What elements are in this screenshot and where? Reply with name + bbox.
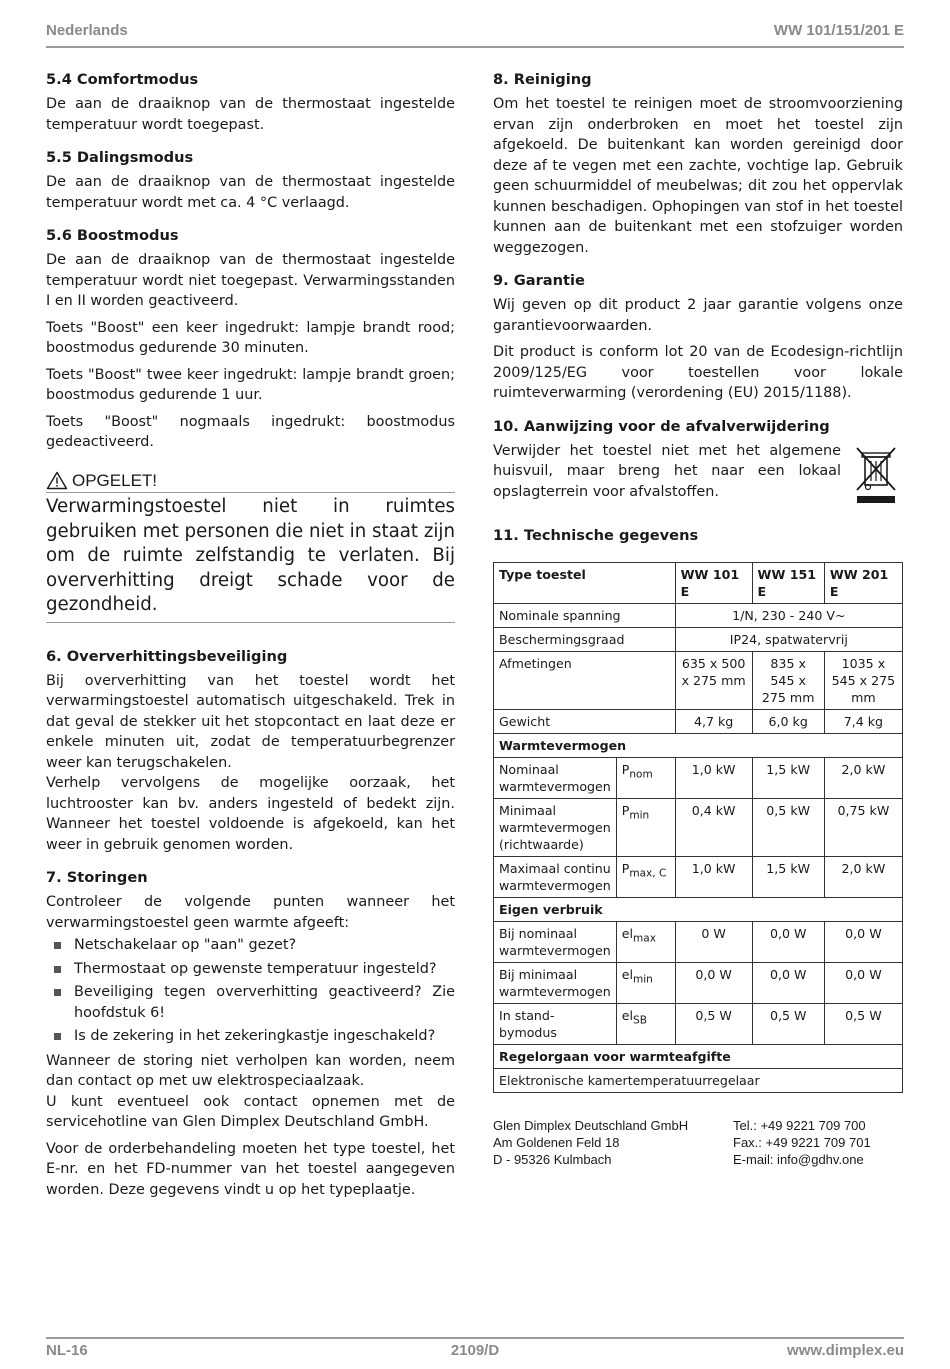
- table-header-cell: WW 151 E: [752, 563, 824, 604]
- table-cell: IP24, spatwatervrij: [675, 628, 902, 652]
- table-row: [494, 898, 903, 922]
- table-cell: Minimaal warmtevermogen (richtwaarde): [494, 799, 617, 857]
- table-row: [494, 1069, 903, 1093]
- company-address: [493, 1117, 903, 1168]
- table-row: [494, 628, 903, 652]
- section-5-5: [46, 148, 455, 213]
- paragraph: Om het toestel te reinigen moet de stroomvoorziening ervan zijn onderbroken en moet het toestel zijn afgekoeld. De buitenkant kan worden gereinigd door deze af te vegen met een zachte, vochtige lap. Gebruik geen schuurmiddel of meubelwas; dit zou het oppervlak kunnen beschadigen. Ophopingen van stof in het toestel kunnen aan de buitenkant met een stofzuiger worden weggezogen.: [493, 96, 903, 256]
- table-symbol-cell: $el_{min}$: [616, 963, 675, 1004]
- paragraph: Wij geven op dit product 2 jaar garantie volgens onze garantievoorwaarden.: [493, 297, 903, 334]
- table-row: [494, 604, 903, 628]
- table-row: [494, 799, 903, 857]
- table-cell: 0,4 kW: [675, 799, 752, 857]
- section-8: [493, 70, 903, 258]
- crossed-out-bin-icon: [853, 445, 903, 514]
- table-cell: 0,0 W: [752, 922, 824, 963]
- table-cell: 2,0 kW: [824, 857, 902, 898]
- paragraph: Verwijder het toestel niet met het algemene huisvuil, maar breng het naar een lokaal opslagterrein voor afvalstoffen.: [493, 442, 841, 500]
- table-symbol-cell: $P_{max, C}$: [616, 857, 675, 898]
- paragraph: Voor de orderbehandeling moeten het type toestel, het E-nr. en het FD-nummer van het toestel aangegeven worden. Deze gegevens vindt u op het typeplaatje.: [46, 1140, 455, 1198]
- footer-divider: [46, 1337, 904, 1339]
- table-cell: 6,0 kg: [752, 710, 824, 734]
- table-cell: Nominaal warmtevermogen: [494, 758, 617, 799]
- table-row: [494, 563, 903, 604]
- section-5-4: [46, 70, 455, 135]
- paragraph: De aan de draaiknop van de thermostaat ingestelde temperatuur wordt niet toegepast. Verwarmingsstanden I en II worden geactiveerd.: [46, 252, 455, 309]
- table-cell: 1/N, 230 - 240 V~: [675, 604, 902, 628]
- paragraph: De aan de draaiknop van de thermostaat ingestelde temperatuur wordt toegepast.: [46, 96, 455, 133]
- section-title: 5.6 Boostmodus: [46, 227, 179, 244]
- page-header: [46, 22, 904, 44]
- table-row: [494, 857, 903, 898]
- table-cell: 835 x 545 x 275 mm: [752, 652, 824, 710]
- table-cell: 0,5 kW: [752, 799, 824, 857]
- header-divider: [46, 46, 904, 48]
- table-cell: 0,0 W: [675, 963, 752, 1004]
- table-cell: 1035 x 545 x 275 mm: [824, 652, 902, 710]
- header-language: Nederlands: [46, 22, 128, 39]
- paragraph: Verhelp vervolgens de mogelijke oorzaak, het luchtrooster kan bv. anders ingesteld of bedekt zijn. Wanneer het toestel voldoende is afgekoeld, kan het weer in gebruik genomen worden.: [46, 775, 455, 853]
- section-11: [493, 526, 903, 546]
- table-cell: 635 x 500 x 275 mm: [675, 652, 752, 710]
- table-cell: Type toestel: [494, 563, 676, 604]
- paragraph: Toets "Boost" nogmaals ingedrukt: boostmodus gedeactiveerd.: [46, 413, 455, 450]
- table-row: [494, 922, 903, 963]
- table-cell: 0,75 kW: [824, 799, 902, 857]
- table-symbol-cell: $P_{nom}$: [616, 758, 675, 799]
- section-5-6: [46, 226, 455, 453]
- paragraph: Wanneer de storing niet verholpen kan worden, neem dan contact op met uw elektrospeciaalzaak.: [46, 1052, 455, 1089]
- table-header-cell: WW 101 E: [675, 563, 752, 604]
- company-name: Glen Dimplex Deutschland GmbH: [493, 1118, 689, 1133]
- table-row: [494, 1004, 903, 1045]
- website-link[interactable]: www.dimplex.eu: [787, 1342, 904, 1359]
- warning-text: Verwarmingstoestel niet in ruimtes gebruiken met personen die niet in staat zijn om de ruimte zelfstandig te verlaten. Bij oververhitting dreigt schade voor de gezondheid.: [46, 493, 455, 623]
- section-6: [46, 647, 455, 856]
- paragraph: De aan de draaiknop van de thermostaat ingestelde temperatuur wordt met ca. 4 °C verlaagd.: [46, 174, 455, 211]
- street: Am Goldenen Feld 18: [493, 1135, 620, 1150]
- section-title: 5.4 Comfortmodus: [46, 71, 199, 88]
- section-10: [493, 417, 903, 514]
- table-row: [494, 1045, 903, 1069]
- table-section-heading: Regelorgaan voor warmteafgifte: [494, 1045, 903, 1069]
- bullet-square-icon: [54, 1033, 61, 1040]
- section-title: 7. Storingen: [46, 869, 148, 886]
- table-cell: 4,7 kg: [675, 710, 752, 734]
- section-title: 5.5 Dalingsmodus: [46, 149, 194, 166]
- paragraph: Dit product is conform lot 20 van de Ecodesign-richtlijn 2009/125/EG voor toestellen voor lokale ruimteverwarming (verordening (EU) 2015/1188).: [493, 344, 903, 401]
- table-section-heading: Warmtevermogen: [494, 734, 903, 758]
- table-row: [494, 734, 903, 758]
- table-row: [494, 758, 903, 799]
- page-number: NL-16: [46, 1342, 88, 1359]
- table-cell: Maximaal continu warmtevermogen: [494, 857, 617, 898]
- table-cell: Nominale spanning: [494, 604, 676, 628]
- paragraph: U kunt eventueel ook contact opnemen met de servicehotline van Glen Dimplex Deutschland GmbH.: [46, 1093, 455, 1130]
- table-cell: 0,0 W: [752, 963, 824, 1004]
- paragraph: Controleer de volgende punten wanneer het verwarmingstoestel geen warmte afgeeft:: [46, 894, 455, 931]
- table-row: [494, 652, 903, 710]
- technical-data-table: [493, 562, 903, 1093]
- contact-block: [733, 1117, 871, 1168]
- phone: Tel.: +49 9221 709 700: [733, 1118, 866, 1133]
- warning-triangle-icon: [46, 471, 68, 490]
- table-cell: Bij minimaal warmtevermogen: [494, 963, 617, 1004]
- checklist: [46, 935, 455, 1047]
- paragraph: Bij oververhitting van het toestel wordt het verwarmingstoestel automatisch uitgeschakeld. Trek in dat geval de stekker uit het stopcontact en laat deze er enkele minuten uit, zodat de temperatuurbegrenzer weer kan terugschakelen.: [46, 672, 455, 771]
- table-cell: 0,5 W: [675, 1004, 752, 1045]
- table-cell: 0,0 W: [824, 922, 902, 963]
- paragraph: Toets "Boost" twee keer ingedrukt: lampje brandt groen; boostmodus gedurende 1 uur.: [46, 366, 455, 403]
- section-title: 9. Garantie: [493, 272, 585, 289]
- table-cell: 7,4 kg: [824, 710, 902, 734]
- table-cell: Bij nominaal warmtevermogen: [494, 922, 617, 963]
- table-cell: 1,0 kW: [675, 857, 752, 898]
- bullet-square-icon: [54, 989, 61, 996]
- section-9: [493, 271, 903, 404]
- list-item: Thermostaat op gewenste temperatuur ingesteld?: [46, 959, 455, 980]
- list-item: Is de zekering in het zekeringkastje ingeschakeld?: [46, 1026, 455, 1047]
- table-cell: Gewicht: [494, 710, 676, 734]
- table-cell: 2,0 kW: [824, 758, 902, 799]
- table-row: [494, 963, 903, 1004]
- city: D - 95326 Kulmbach: [493, 1152, 612, 1167]
- page-footer: [46, 1342, 904, 1362]
- table-cell: 1,5 kW: [752, 857, 824, 898]
- table-symbol-cell: $P_{min}$: [616, 799, 675, 857]
- table-cell: 0 W: [675, 922, 752, 963]
- section-title: 6. Oververhittingsbeveiliging: [46, 647, 288, 665]
- table-cell: Elektronische kamertemperatuurregelaar: [494, 1069, 903, 1093]
- table-symbol-cell: $el_{SB}$: [616, 1004, 675, 1045]
- left-column: [46, 70, 455, 1213]
- email: E-mail: info@gdhv.one: [733, 1152, 864, 1167]
- table-cell: 1,0 kW: [675, 758, 752, 799]
- fax: Fax.: +49 9221 709 701: [733, 1135, 871, 1150]
- document-code: 2109/D: [450, 1342, 500, 1359]
- table-cell: Afmetingen: [494, 652, 676, 710]
- section-7: [46, 868, 455, 1200]
- disposal-block: [493, 441, 903, 514]
- section-title: 10. Aanwijzing voor de afvalverwijdering: [493, 417, 830, 435]
- table-cell: 0,5 W: [824, 1004, 902, 1045]
- table-cell: Beschermingsgraad: [494, 628, 676, 652]
- table-cell: 1,5 kW: [752, 758, 824, 799]
- table-section-heading: Eigen verbruik: [494, 898, 903, 922]
- list-item: Beveiliging tegen oververhitting geactiveerd? Zie hoofdstuk 6!: [46, 982, 455, 1023]
- table-cell: 0,5 W: [752, 1004, 824, 1045]
- paragraph: Toets "Boost" een keer ingedrukt: lampje brandt rood; boostmodus gedurende 30 minuten.: [46, 319, 455, 356]
- bullet-square-icon: [54, 966, 61, 973]
- table-cell: 0,0 W: [824, 963, 902, 1004]
- right-column: [493, 70, 903, 1168]
- table-header-cell: WW 201 E: [824, 563, 902, 604]
- warning-title: OPGELET!: [72, 470, 158, 490]
- table-symbol-cell: $el_{max}$: [616, 922, 675, 963]
- table-row: [494, 710, 903, 734]
- section-title: 11. Technische gegevens: [493, 527, 699, 544]
- table-cell: In stand-bymodus: [494, 1004, 617, 1045]
- list-item: Netschakelaar op "aan" gezet?: [46, 935, 455, 956]
- address-block: [493, 1117, 733, 1168]
- bullet-square-icon: [54, 942, 61, 949]
- warning-header: [46, 471, 455, 494]
- section-title: 8. Reiniging: [493, 71, 592, 88]
- header-model: WW 101/151/201 E: [773, 22, 904, 39]
